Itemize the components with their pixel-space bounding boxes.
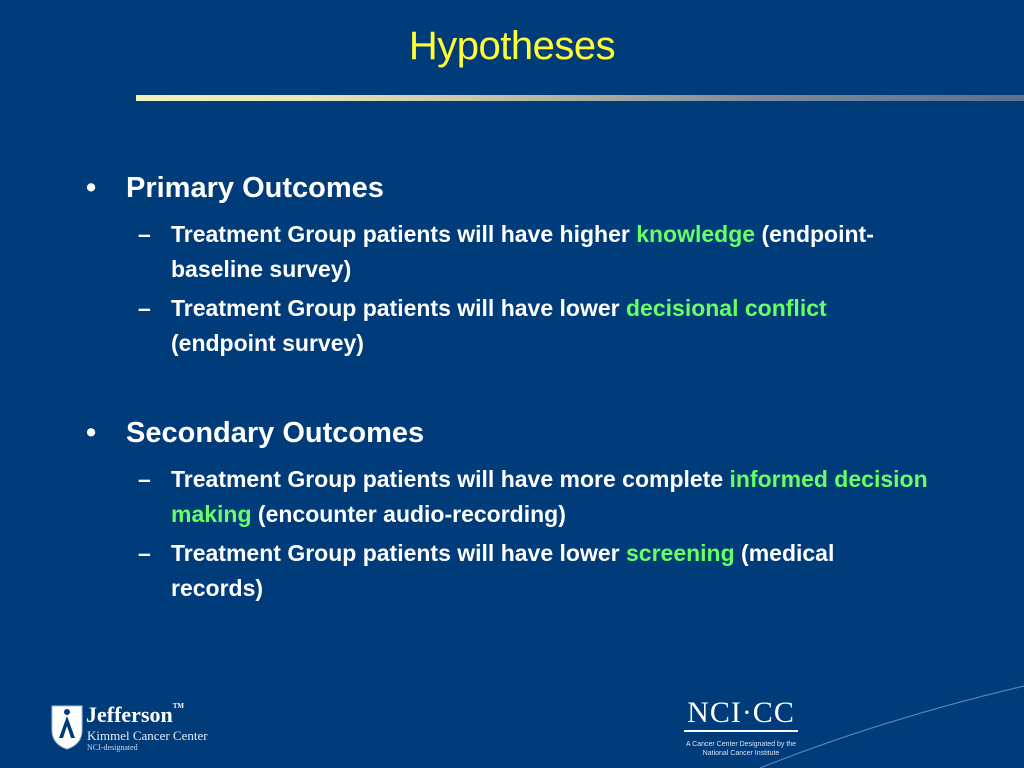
dash-icon: – [138,540,151,566]
dash-icon: – [138,466,151,492]
bullet-icon: • [86,417,97,449]
jefferson-name [86,702,184,728]
logo-line3: NCI-designated [87,743,138,752]
logo-line2: Kimmel Cancer Center [87,728,208,743]
text-part: Treatment Group patients will have more complete [171,466,730,492]
sub-bullet-text [171,217,931,287]
logo-name: Jefferson [86,702,173,727]
text-part: (encounter audio-recording) [251,501,566,527]
highlight-term: informed decision making [171,466,928,527]
text-part: Treatment Group patients will have lower [171,295,626,321]
text-part: (endpoint survey) [171,330,364,356]
nci-caption-line2: National Cancer Institute [702,750,780,757]
nci-underline [684,730,798,732]
nci-cc-logo [676,692,806,762]
text-part: Treatment Group patients will have higher [171,221,637,247]
trademark: TM [172,702,185,710]
sub-bullet-text [171,462,931,532]
dash-icon: – [138,221,151,247]
sub-bullet-text [171,291,931,361]
text-part: Treatment Group patients will have lower [171,540,626,566]
text-part: (medical records) [171,540,835,601]
shield-icon [50,702,84,750]
nci-caption [676,740,806,758]
title-underline [136,95,1024,101]
highlight-term: screening [626,540,735,566]
section-heading: Secondary Outcomes [126,417,425,449]
sub-bullet-text [171,536,931,606]
nci-caption-line1: A Cancer Center Designated by the [685,741,797,748]
text-part: (endpoint-baseline survey) [171,221,874,282]
slide-title: Hypotheses [408,24,616,68]
jefferson-kimmel-logo [50,700,240,756]
highlight-term: knowledge [636,221,756,247]
section-heading: Primary Outcomes [126,172,384,204]
nci-mark: NCI·CC [687,696,795,729]
dash-icon: – [138,295,151,321]
bullet-icon: • [86,172,97,204]
highlight-term: decisional conflict [626,295,827,321]
